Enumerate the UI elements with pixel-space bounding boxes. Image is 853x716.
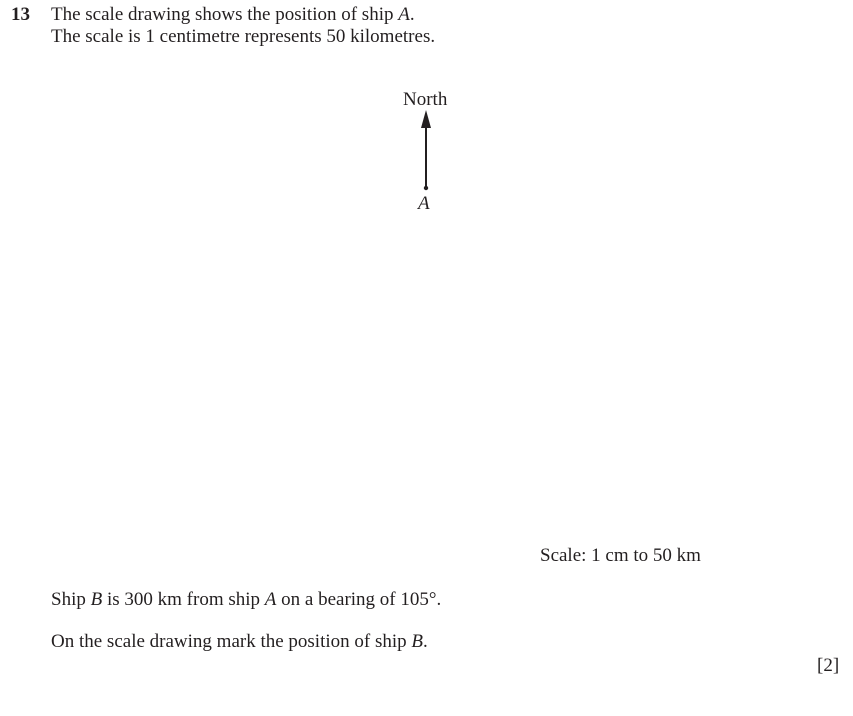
- question-number: 13: [11, 4, 30, 25]
- point-a-dot: [424, 186, 428, 190]
- ship-b-statement: [51, 590, 441, 609]
- ship-a-variable: A: [398, 4, 410, 25]
- instruction: [51, 632, 428, 651]
- ship-b-middle: is 300 km from ship: [102, 589, 265, 610]
- intro-period: .: [409, 4, 415, 25]
- question-intro-line-1: [51, 5, 415, 24]
- ship-b-variable: B: [411, 631, 424, 652]
- scale-label: Scale: 1 cm to 50 km: [540, 545, 701, 566]
- instruction-prefix: On the scale drawing mark the position of ship: [51, 631, 412, 652]
- ship-b-variable: B: [90, 589, 103, 610]
- instruction-suffix: .: [423, 631, 428, 652]
- point-a-label: A: [418, 193, 430, 214]
- question-intro-line-2: The scale is 1 centimetre represents 50 kilometres.: [51, 26, 436, 47]
- north-arrow-icon: [414, 108, 438, 194]
- ship-b-prefix: Ship: [51, 589, 91, 610]
- ship-b-suffix: on a bearing of 105°.: [276, 589, 442, 610]
- ship-a-variable: A: [264, 589, 277, 610]
- north-arrowhead: [421, 110, 431, 128]
- north-label: North: [403, 89, 448, 110]
- intro-text: The scale drawing shows the position of ship: [51, 4, 399, 25]
- marks-indicator: [2]: [817, 655, 840, 676]
